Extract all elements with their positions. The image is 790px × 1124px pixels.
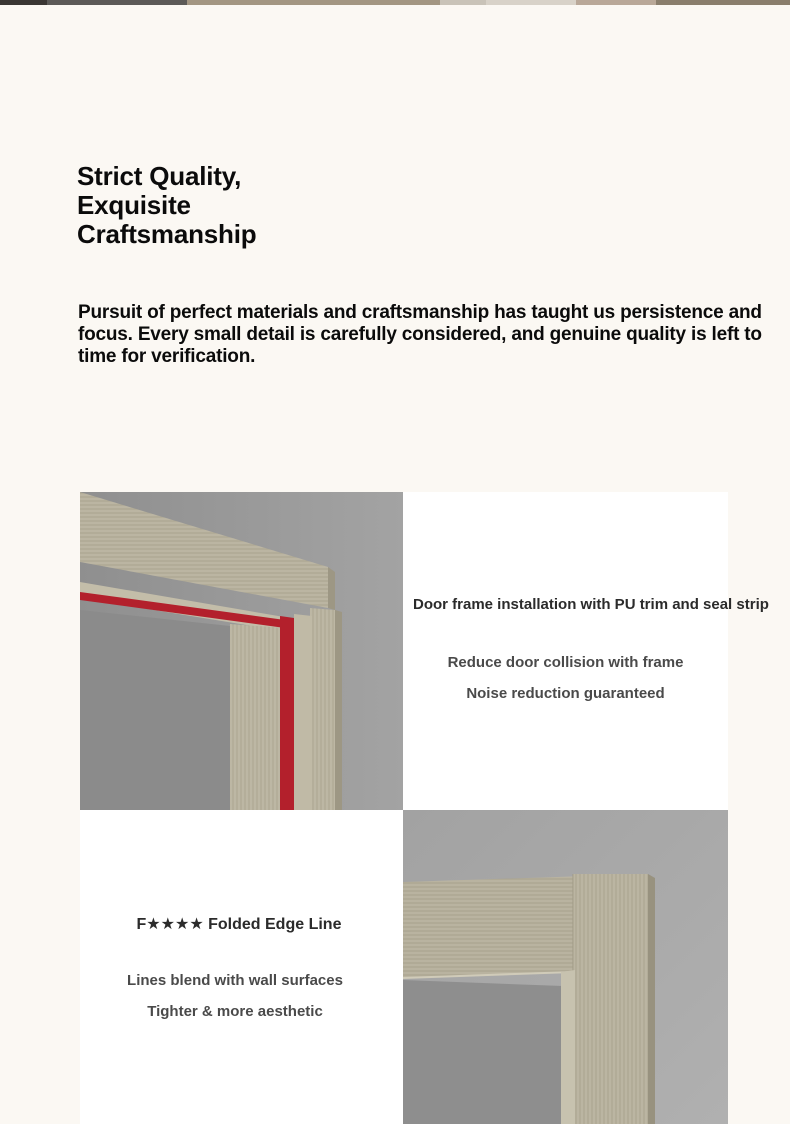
feature-folded-edge-benefit-2: Tighter & more aesthetic: [147, 1003, 323, 1020]
feature-seal-benefit-1: Reduce door collision with frame: [447, 654, 684, 671]
feature-seal-strip-card: [403, 492, 769, 810]
feature-folded-edge-benefit-1: Lines blend with wall surfaces: [127, 972, 343, 989]
section-heading: [77, 162, 377, 249]
heading-line-3: Craftsmanship: [77, 219, 257, 249]
feature-folded-edge-card: [80, 810, 403, 1124]
previous-section-image-strip: [0, 0, 790, 5]
door-frame-seal-image: [80, 492, 403, 810]
feature-seal-benefit-2: Noise reduction guaranteed: [466, 685, 665, 702]
intro-paragraph: Pursuit of perfect materials and craftsmanship has taught us persistence and focus. Every small detail is carefully considered, and genuine quality is left to time for verification.: [78, 302, 762, 367]
heading-line-2: Exquisite: [77, 190, 191, 220]
feature-seal-title: Door frame installation with PU trim and seal strip: [413, 596, 769, 613]
folded-edge-frame-image: [403, 810, 728, 1124]
feature-folded-edge-title: F★★★★ Folded Edge Line: [136, 916, 342, 933]
heading-line-1: Strict Quality,: [77, 161, 242, 191]
